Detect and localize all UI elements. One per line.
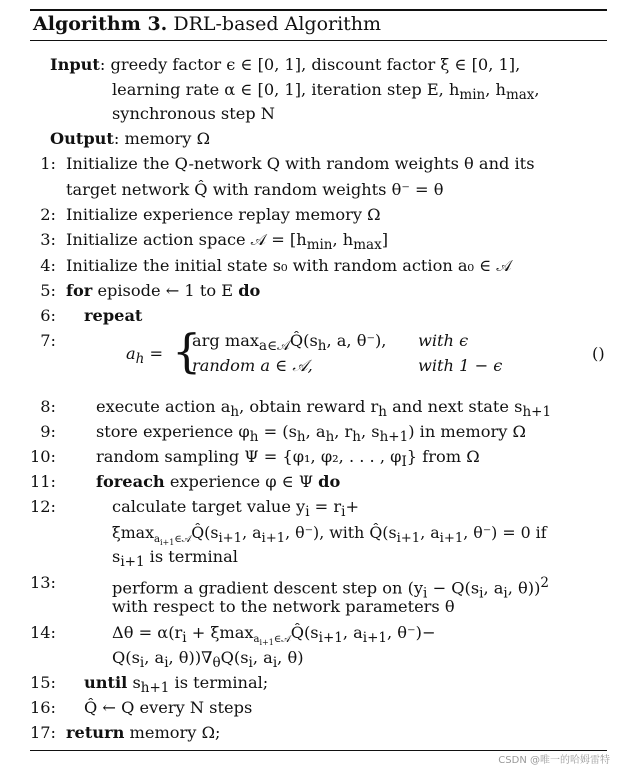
- watermark: CSDN @唯一的哈姆雷特: [498, 755, 610, 766]
- step-16-line: Q̂ ← Q every N steps: [84, 698, 253, 717]
- step-11-line: foreach experience φ ∈ Ψ do: [96, 472, 341, 491]
- step-14-line-b: $Q(s_i$, $a_i$, $\theta))\nabla_\theta Q(s_i$, $a_i$, θ): [112, 648, 304, 672]
- step-1-line-a: Initialize the Q-network Q with random weights θ and its: [66, 154, 535, 173]
- step-10-line: random sampling Ψ = {φ₁, φ₂, . . . , $\varphi_I$} from Ω: [96, 447, 480, 471]
- step-number: 7:: [40, 331, 56, 350]
- step-number: 13:: [29, 573, 56, 592]
- step-number: 14:: [29, 623, 56, 642]
- step-13-line-a: perform a gradient descent step on ($y_i - Q(s_i$, $a_i$, θ))$^2$: [112, 575, 549, 602]
- step-7-case-2: random a ∈ 𝒜,: [192, 356, 313, 375]
- step-15-line: until $s_{h+1}$ is terminal;: [84, 673, 269, 697]
- input-line-3: synchronous step N: [112, 104, 275, 123]
- step-14-line-a: $\Delta\theta = \alpha(r_i$ + $\xi\max_{a_{i+1}\in 𝒜}Q̂(s_{i+1}$, $a_{i+1}$, θ⁻)−: [112, 623, 436, 648]
- step-12-line-b: $\xi\max_{a_{i+1}\in 𝒜}Q̂(s_{i+1}$, $a_{i+1}$, θ⁻), with $Q̂(s_{i+1}$, $a_{i+1}$, θ⁻) = 0 if: [112, 523, 547, 548]
- step-7-cond-1: with ϵ: [418, 331, 469, 350]
- step-1-line-b: target network Q̂ with random weights θ⁻ = θ: [66, 180, 444, 199]
- step-2-line: Initialize experience replay memory Ω: [66, 205, 381, 224]
- step-12-line-c: $s_{i+1}$ is terminal: [112, 547, 238, 571]
- step-17-line: return memory Ω;: [66, 723, 221, 742]
- input-line-1: Input: greedy factor ϵ ∈ [0, 1], discount factor ξ ∈ [0, 1],: [50, 55, 521, 74]
- step-7-cond-2: with 1 − ϵ: [418, 356, 503, 375]
- top-rule: [30, 9, 607, 11]
- step-number: 16:: [29, 698, 56, 717]
- step-7-case-1: arg $\max_{a\in 𝒜}Q̂(s_h$, a, θ⁻),: [192, 331, 387, 355]
- equation-number: (): [592, 344, 605, 363]
- output-label: Output: [50, 129, 114, 148]
- step-9-line: store experience $\varphi_h = (s_h$, $a_h$, $r_h$, $s_{h+1}$) in memory Ω: [96, 422, 526, 446]
- step-12-line-a: calculate target value $y_i = r_i+$: [112, 497, 360, 521]
- step-13-line-b: with respect to the network parameters θ: [112, 597, 455, 616]
- step-number: 8:: [40, 397, 56, 416]
- algorithm-label: Algorithm 3.: [33, 13, 168, 35]
- step-number: 17:: [29, 723, 56, 742]
- step-5-line: for episode ← 1 to E do: [66, 281, 261, 300]
- step-number: 2:: [40, 205, 56, 224]
- title-rule: [30, 40, 607, 41]
- step-number: 15:: [29, 673, 56, 692]
- step-number: 6:: [40, 306, 56, 325]
- input-line-2: learning rate α ∈ [0, 1], iteration step E, $h_{min}$, $h_{max}$,: [112, 80, 540, 104]
- step-number: 11:: [29, 472, 56, 491]
- step-number: 12:: [29, 497, 56, 516]
- step-number: 9:: [40, 422, 56, 441]
- output-line: Output: memory Ω: [50, 129, 210, 148]
- left-brace: {: [172, 324, 202, 378]
- step-6-line: repeat: [84, 306, 143, 325]
- step-number: 5:: [40, 281, 56, 300]
- step-number: 10:: [29, 447, 56, 466]
- step-number: 1:: [40, 154, 56, 173]
- step-8-line: execute action $a_h$, obtain reward $r_h$ and next state $s_{h+1}$: [96, 397, 552, 421]
- step-7-lhs: $a_h$ =: [126, 344, 164, 368]
- algorithm-title: [33, 13, 381, 35]
- step-3-line: Initialize action space 𝒜 = [$h_{min}$, $h_{max}$]: [66, 230, 389, 254]
- algorithm-name: DRL-based Algorithm: [173, 13, 382, 35]
- step-number: 4:: [40, 256, 56, 275]
- step-number: 3:: [40, 230, 56, 249]
- step-4-line: Initialize the initial state s₀ with random action a₀ ∈ 𝒜: [66, 256, 512, 275]
- input-label: Input: [50, 55, 100, 74]
